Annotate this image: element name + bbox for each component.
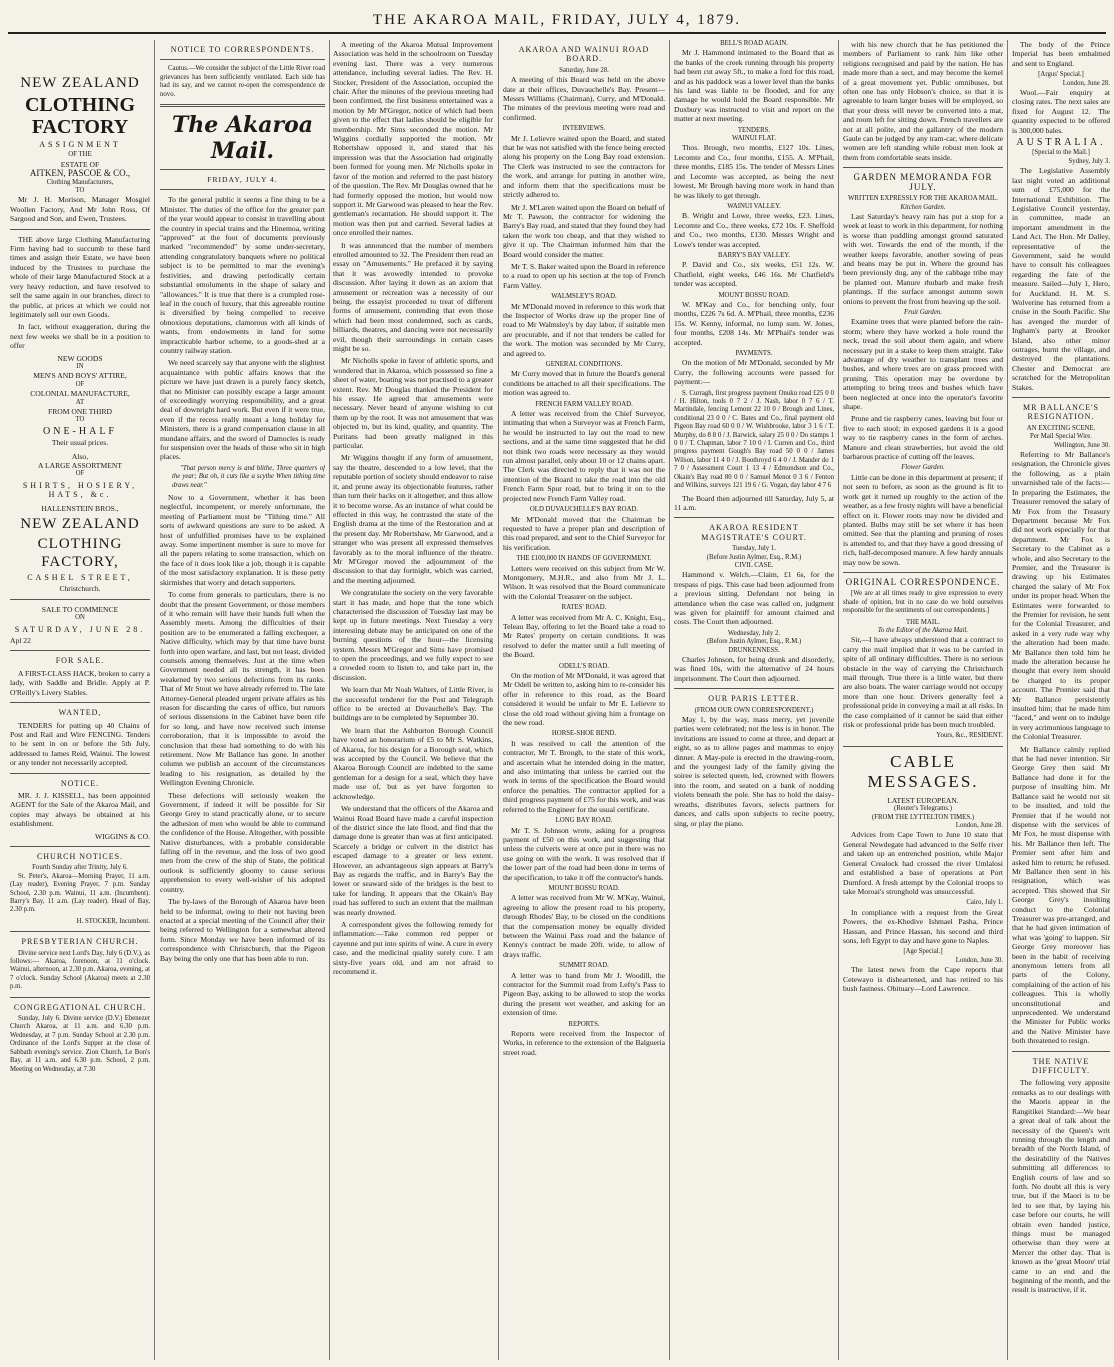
divider [674, 688, 834, 689]
subheading: WAINUI FLAT. [731, 135, 777, 143]
ad-text: NEW GOODS [57, 353, 103, 363]
column-divider [838, 40, 839, 1360]
article-text: Reports were received from the Inspector of Works, in reference to the extension of the Balgueria street road. [503, 1029, 665, 1057]
dateline: Wellington, June 30. [1053, 441, 1110, 449]
section-heading: PRESBYTERIAN CHURCH. [21, 937, 139, 947]
subheading: LATEST EUROPEAN. [887, 795, 959, 805]
dateline: London, June 28. [1062, 79, 1110, 87]
article-text: We congratulate the society on the very favorable start it has made, and hope that the tone which characterised the discussion of Tuesday last may be kept up in future meetings. Next Tuesday a very interesting debate may be anticipated on one of the burning questions of the hour—the licensing system. Messrs M'Gregor and Sims have promised to open the proceedings, and we fully expect to see a crowded room to listen to, and take part in, the discussion. [333, 588, 493, 682]
ad-text: A FIRST-CLASS HACK, broken to carry a lady, with Saddle and Bridle. Apply at P. O'Reilly's Livery Stables. [10, 668, 150, 697]
column-divider [329, 40, 330, 1360]
column-divider [1007, 40, 1008, 1360]
article-text: The following very apposite remarks as to our dealings with the Maoris appear in the Rangitikei Standard:—We hear a great deal of talk about the necessity of the Queen's writ running through the length and breadth of the North Island, of the desirability of the Natives submitting all differences to English courts of law and so forth. No doubt all this is very true, but if the Maori is to be led to see that, by laying his case before our courts, he will obtain even handed justice, things must be managed otherwise than they were at Mercer the other day. That is known as the 'great Moore' trial came to an end and the beginning of the month, and the result is instructive, if it. [1012, 1078, 1110, 1295]
article-text: We learn that Mr Noah Walters, of Little River, is the successful tenderer for the Post and Telegraph office to be erected at Duvauchelle's Bay. The buildings are to be completed by September 30. [333, 685, 493, 723]
section-heading: CHURCH NOTICES. [36, 851, 124, 861]
ad-text: IN [76, 362, 84, 370]
divider [160, 104, 325, 107]
section-heading: WANTED, [58, 708, 102, 718]
subheading: TENDERS. [737, 126, 771, 134]
column-divider [669, 40, 670, 1360]
ad-text: SALE TO COMMENCE [41, 604, 119, 614]
subheading: (Reuter's Telegrams.) [894, 805, 952, 813]
ad-heading-nz: NEW ZEALAND [20, 516, 140, 533]
divider [674, 517, 834, 518]
ad-text: TO [75, 187, 85, 195]
ad-text: ON [75, 614, 85, 622]
divider [10, 650, 150, 651]
article-text: W. M'Kay and Co., for benching only, four months, £226 7s 6d. A. M'Phail, three months, £236 15s. W. Kenny, informal, no lump sum. W. Jones, four months, £208 14s. Mr M'Phail's tender was accepted. [674, 299, 834, 347]
subheading: FRENCH FARM VALLEY ROAD. [535, 400, 633, 408]
section-heading: AKAROA RESIDENT MAGISTRATE'S COURT. [701, 523, 807, 542]
subheading: REPORTS. [568, 1020, 600, 1028]
subheading: DRUNKENNESS. [728, 646, 780, 654]
article-text: A meeting of the Akaroa Mutual Improvement Association was held in the schoolroom on Tuesday evening last. There was a very numerous attendance, including several ladies. The Rev. H. Stocker, President of the Association, occupied the chair. After the minutes of the previous meeting had been confirmed, the first business entertained was a motion by Mr M'Gregor, notice of which had been given to the effect that ladies should be eligible for membership. Mr Sims seconded the motion. Mr Wiggins cordially supported the motion. Mr Robertshaw opposed it, and stated that his impression was that the Association had originally been formed for young men. Mr Nicholls spoke in favor of the motion and referred to the past history of the question. The Rev. Mr Douglas owned that he had formerly opposed the motion, but would now support it. Mr Garwood was pleased to hear the Rev. gentleman's recantation. He should support it. The motion was then put and carried. Several ladies at once enrolled their names. [333, 40, 493, 238]
subheading: (FROM THE LYTTELTON TIMES.) [871, 813, 975, 821]
section-heading: AUSTRALIA. [1016, 137, 1106, 149]
subheading: Fruit Garden. [904, 308, 942, 316]
article-text: Letters were received on this subject from Mr W. Montgomery, M.H.R., and also from Mr J. L. Wilson. It was resolved that the Board communicate with the Colonial Treasurer on the subject. [503, 563, 665, 601]
subheading: [Special to the Mail.] [1032, 149, 1090, 157]
column-5-tenders-court [674, 40, 834, 1360]
subheading: THE £100,000 IN HANDS OF GOVERNMENT. [516, 555, 652, 563]
ad-text: FROM ONE THIRD [48, 406, 112, 416]
section-heading: NOTICE. [60, 778, 100, 788]
section-heading: FOR SALE. [55, 656, 105, 666]
divider [160, 169, 325, 170]
subheading: WRITTEN EXPRESSLY FOR THE AKAROA MAIL. [848, 195, 998, 203]
article-text: Mr Curry moved that in future the Board's general conditions be attached to all their specifications. The motion was agreed to. [503, 369, 665, 398]
dateline: (Before Justin Aylmer, Esq., R.M.) [706, 638, 802, 646]
ad-text: TENDERS for putting up 40 Chains of Post and Rail and Wire FENCING. Tenders to be sent in on or before the 5th July, addressed to James Reid, Wainui. The lowest or any tender not necessarily accepted. [10, 720, 150, 768]
column-divider [154, 40, 155, 1360]
subheading: RATES' ROAD. [561, 604, 607, 612]
ad-text: Also, [71, 451, 89, 461]
ad-text: Clothing Manufacturers, [46, 178, 114, 186]
quotation: "That person mercy is and blithe, Three quarters of the year; But oh, it cuts like a scythe When tithing time draws near." [172, 464, 325, 489]
article-text: Wool.—Fair enquiry at closing rates. The next sales are fixed for August 12. The quantity expected to be offered is 300,000 bales. [1012, 88, 1110, 135]
column-6-garden-cable [843, 40, 1003, 1360]
ad-text: A LARGE ASSORTMENT [38, 461, 122, 470]
article-text: May 1, by the way, mass merry, yet juvenile parties were celebrated; not the less is in honor. The invitations are issued to come at three, and depart at eight, so as to allow pages and mammas to enjoy dinner. A May-pole is erected in the drawing-room, and the youngest lady of the family giving the soiree is selected queen, led, crowned with flowers into the room, and seated on a bank of nodding violets beneath the pole. She has to hold the daisy-wreaths, distributes favors, selects partners for dances, and calls upon subjects to recite poetry, sing, or play the piano. [674, 715, 834, 828]
ad-text: ESTATE OF [60, 159, 100, 169]
subheading: CIVIL CASE. [734, 561, 774, 569]
accounts-list: S. Curragh, first progress payment Onuku road £25 0 0 / H. Hilton, tools 0 7 2 / J. Nash, labor 0 7 6 / T. Martindale, fencing Lemont 22 10 0 / Brough and Lines, conditional 23 0 0 / C. Bates and Co., final payment old Pigeon Bay road 60 0 0 / W. Wishbrooke, labor 3 1 6 / T. Murphy, do 8 8 0 / J. Barwick, salary 25 0 0 / Do stamps 1 0 0 / T. Chapman, labor 7 10 0 / I. Curren and Co., third progress payment Gough's Bay road 50 0 0 / James Wilson, labor 11 4 0 / J. Boothroyd 6 4 0 / J. Mander do 1 7 0 / Assessment Court 1 13 4 / Edmondson and Co., Okain's Bay road 80 0 0 / Samuel Menot 0 3 6 / Fenton and Wilkins, surveys 121 19 6 / G. Vogan, day labor 4 7 6 [674, 389, 834, 490]
ad-text: TO [75, 416, 85, 424]
ad-text: H. STOCKER, Incumbent. [76, 917, 150, 925]
column-2-editorial [160, 40, 325, 1360]
subheading: HORSE-SHOE BEND. [551, 730, 617, 738]
ad-text: Apl 22 [10, 636, 31, 646]
article-text: Mr M'Donald moved in reference to this work that the Inspector of Works draw up the proper line of road to Mr Walmsley's by day labor, if suitable men are procurable, and if not that tenders be called for the work. The motion was seconded by Mr Curry, and agreed to. [503, 301, 665, 358]
divider [10, 773, 150, 774]
ad-heading-nz: NEW ZEALAND [20, 75, 140, 91]
column-4-road-board [503, 40, 665, 1360]
column-1-advertisements [10, 40, 150, 1360]
ad-text: In fact, without exaggeration, during the next few weeks we shall be in a position to offer [10, 322, 150, 351]
article-text: Little can be done in this department at present; if not seen to before, as soon as the ground is fit to work get it turned up roughly to the action of the weather, as a few frosty nights will have a beneficial effect on it. Flower roots may now be divided and planted. Bulbs may still be set where it has been omitted. See that the planting and pruning of roses is attended to, and that they have a good dressing of rich, half-decomposed manure. A few hardy annuals may now be sown. [843, 472, 1003, 567]
ad-text: CASHEL STREET, [27, 573, 133, 583]
ad-heading-factory: CLOTHING FACTORY, [37, 536, 123, 571]
subheading: LONG BAY ROAD. [555, 817, 613, 825]
article-text: P. David and Co., six weeks, £51 12s. W. Chatfield, eight weeks, £46 16s. Mr Chatfield's tender was accepted. [674, 260, 834, 289]
article-text: We need scarcely say that anyone with the slightest acquaintance with public affairs knows that the picture we have just drawn is a purely fancy sketch, that no Minister can possibly escape a large amount of exceedingly worrying responsibility, and a great deal of downright hard work. But even if it were true, even if the recess really meant a long holiday for Ministers, there is a grand compensation clause in all mundane affairs, and the sword of Damocles is ready for suspension over the heads of those who sit in high places. [160, 358, 325, 462]
subheading: BELL'S ROAD AGAIN. [720, 40, 788, 47]
masthead-rule [8, 32, 1106, 34]
subheading: INTERVIEWS. [562, 125, 606, 133]
subheading: Flower Garden. [901, 464, 945, 472]
divider [160, 59, 325, 60]
signature: Yours, &c., RESIDENT. [936, 732, 1003, 740]
section-heading: CABLE MESSAGES. [867, 751, 979, 791]
dateline: Sydney, July 3. [1068, 157, 1110, 165]
article-text: In compliance with a request from the Great Powers, the ex-Khedive Ishmael Pasha, Prince Hassan, and Prince Hassan, his second and third sons, left Egypt to day and have gone to Naples. [843, 907, 1003, 945]
article-text: Last Saturday's heavy rain has put a stop for a week at least to work in this department, for nothing is worse than puddling amongst ground saturated with wet. Towards the end of the month, if the weather keeps favorable, another sowing of peas and beans may be put in. Where the ground has been previously dug, any of the cabbage tribe may be planted out. Manure rhubarb and make fresh plantings. If the surface amongst autumn sown onions to prevent the frost from heaving up the soil. [843, 211, 1003, 306]
subheading: BARRY'S BAY VALLEY. [718, 251, 790, 259]
article-text: A letter was received from Mr A. C. Knight, Esq., Teleau Bay, offering to let the Board take a road to Mr Rates' property on certain conditions. It was resolved to defer the matter until a full meeting of the Board. [503, 612, 665, 660]
ad-text: MEN'S AND BOYS' ATTIRE, [33, 371, 127, 381]
article-text: Cautus.—We consider the subject of the Little River road grievances has been sufficiently ventilated. Each side has had its say, and we cannot re-open the correspondence de novo. [160, 65, 325, 98]
subheading: ODELL'S ROAD. [559, 662, 609, 670]
article-text: Mr J. M'Laren waited upon the Board on behalf of Mr T. Pawson, the contractor for widening the Barry's Bay road, and stated that they found they had taken the work too cheap, and that they wished to give it up. The Chairman informed him that the Board would consider the matter. [503, 202, 665, 259]
ad-text: Their usual prices. [51, 438, 109, 448]
article-text: A letter was received from Mr W. M'Kay, Wainui, agreeing to allow the present road to his property, through Rhodes' Bay, to be closed on the conditions that the compensation money be equally divided between the Wainui Pass road and the balance of Kenny's contract be made 20ft. wide, to allow of drays traffic. [503, 893, 665, 959]
ad-text: OF [75, 380, 85, 388]
ad-text: COLONIAL MANUFACTURE, [30, 389, 130, 399]
article-text: Mr M'Donald moved that the Chairman be requested to have a proper plan and description of this road prepared, and sent to the Chief Surveyor for his verification. [503, 514, 665, 552]
column-7-telegrams [1012, 40, 1110, 1360]
dateline: Wednesday, July 2. [727, 629, 781, 637]
article-text: Now to a Government, whether it has been neglectful, incompetent, or merely unfortunate, the meeting of Parliament must be "Tithing time." All sorts of awkward questions are sure to be asked. A host of unfulfilled promises have to be explained away. Some impertinent member is sure to move for all the papers relating to some transaction, which on the face of it does look like a job, though it is capable of the most satisfactory explanation. It is these petty skirmishes that worry and detach supporters. [160, 493, 325, 587]
ad-text: Christchurch. [59, 584, 101, 594]
article-text: A meeting of this Board was held on the above date at their offices, Duvauchelle's Bay. Present—Messrs Williams (Chairman), Curry, and M'Donald. The minutes of the previous meeting were read and confirmed. [503, 75, 665, 122]
article-text: These defections will seriously weaken the Government, if indeed it will be possible for Sir George Grey to stand practically alone, or to secure the adhesion of men who would be able to command the confidence of the House. Altogether, with possible Native disturbances, with a probable considerable falling off in the revenue, and the loss of two good men from the crew of the ship of State, the political outlook is sufficiently gloomy to cause serious apprehension to every well-wisher of his adopted country. [160, 790, 325, 894]
subheading: PAYMENTS. [735, 350, 773, 357]
section-heading: GARDEN MEMORANDA FOR JULY. [853, 172, 993, 192]
ad-text: Divine service next Lord's Day, July 6 (D.V.), as follows:— Akaroa, forenoon, at 11 o'clock. Wainui, afternoon, at 2.30 p.m. Akaroa, evening, at 7 o'clock. Sunday School (Akaroa) meets at 2.30 p.m. [10, 949, 150, 991]
article-text: A letter was to hand from Mr J. Woodill, the contractor for the Summit road from Lefty's Pass to Pigeon Bay, asking to be allowed to stop the works during the present wet weather, and asking for an extension of time. [503, 970, 665, 1018]
section-heading: THE NATIVE DIFFICULTY. [1032, 1056, 1090, 1076]
ad-text: OF THE [68, 151, 92, 159]
article-text: To come from generals to particulars, there is no doubt that the present Government, or those members of it who remain will have their hands full when the Assembly meets. Among the difficulties of their position are to be enumerated a falling exchequer, a Native difficulty, which may by that time have burst forth into open warfare, and last, but not least, divided counsels among themselves. Just at the time when Government needed all its strength, it has been weakened by two serious defections from its ranks. That of Mr Stout we have already referred to. The late Attorney-General pleaded urgent private affairs as his reason for discarding the cares of office, but rumors of serious dissensions in the Cabinet have been rife for so long, and have now received such intense corroboration, that it is impossible to avoid the conclusion that these had something to do with his retirement. Now Mr Ballance has gone. In another column we publish an account of the circumstances leading to his resignation, as detailed by the Wellington Evening Chronicle. [160, 590, 325, 788]
dateline: Tuesday, July 1. [732, 545, 776, 553]
article-text: It was announced that the number of members enrolled amounted to 32. The President then read an essay on "Amusements." He prefaced it by saying that it was avowedly intended to provoke discussion. After laying it down as an axiom that amusement or recreation was a necessity of our being, the essayist proceeded to treat of different forms of amusement, contending that even those which had been most condemned, such as cards, billiards, theatres, and dancing were not necessarily evil, though their surroundings in certain cases might be so. [333, 240, 493, 353]
ad-text: SHIRTS, HOSIERY, HATS, &c. [22, 480, 138, 500]
article-text: A correspondent gives the following remedy for inflammation:—Take common red pepper or cayenne and put into spirits of wine. A cure in every case, and the medicinal quality surely cure. I am sixty-five years old, and am not afraid to recommend it. [333, 919, 493, 976]
ad-text: SATURDAY, JUNE 28. [14, 624, 146, 634]
article-text: Prune and tie raspberry canes, leaving but four or five to each stool; in exposed gardens it is a good way to tie raspberry canes in the form of arches. Manure and clean strawberries, but avoid the old barbarous practice of cutting off the leaves. [843, 414, 1003, 462]
dateline: Cairo, July 1. [966, 899, 1003, 907]
article-text: Mr Wiggins thought if any form of amusement, say the theatre, descended to a low level, that the reputable portion of society should endeavor to raise it, and prune away its objectionable features, rather than turn their backs on it altogether, and thus allow it to become worse. As an instance of what could be effected in this way, he contrasted the state of the English drama at the time of the Restoration and at the present day. Mr Robertshaw, Mr Garwood, and a stranger who was present all expressed themselves favorably as to the moral influence of the theatre. Mr M'Gregor moved the adjournment of the discussion to that day fortnight, which was carried, and the meeting adjourned. [333, 453, 493, 585]
subheading: MOUNT BOSSU ROAD. [718, 291, 790, 299]
subheading: MOUNT BOSSU ROAD. [548, 884, 620, 892]
ad-text: AT [75, 398, 85, 406]
subheading: WAINUI VALLEY. [727, 202, 781, 210]
subheading: To the Editor of the Akaroa Mail. [877, 626, 969, 634]
ad-heading-factory: CLOTHING FACTORY [24, 94, 136, 138]
ad-text: MR. J. J. KISSELL, has been appointed AGENT for the Sale of the Akaroa Mail, and copies may always be obtained at his establishment. [10, 790, 150, 829]
dateline: Saturday, June 28. [559, 66, 609, 74]
article-text: Charles Johnson, for being drunk and disorderly, was fined 10s, with the alternative of 24 hours imprisonment. The Court then adjourned. [674, 655, 834, 683]
subheading: SUMMIT ROAD. [559, 962, 609, 970]
column-divider [498, 40, 499, 1360]
dateline: London, June 30. [955, 956, 1003, 964]
divider [10, 846, 150, 847]
subheading: [Age Special.] [903, 948, 943, 956]
dateline: London, June 28. [955, 822, 1003, 830]
ad-text: THE above large Clothing Manufacturing Firm having had to succumb to these hard times and assign their Estate, we have been induced by the Trustees to purchase the whole of their large Manufactured Stock at a very heavy reduction, and have resolved to sell the same again in our branches, direct to the public, at prices at which we could not legitimately sell our own Goods. [10, 234, 150, 319]
ad-text: OF [75, 470, 85, 478]
article-text: Mr J. Hammond intimated to the Board that as the banks of the creek running through his property had been cut away 5ft., to make a ford for this road, and as his paddock was a lower level than the banks his land was liable to be flooded, and for any damage he would hold the Board responsible. Mr Duxbury was instructed to visit and report on the matter at next meeting. [674, 48, 834, 124]
article-text: Mr Ballance calmly replied that he had never intention. Sir George Grey then said Mr Ballance had done it for the purpose of insulting him. Mr Ballance said he would not sit to be insulted, and told the Premier that if he would not dispense with the services of Mr Fox, he must dispense with his. Mr Ballance then left. The Premier sent after him and asked him to return; he refused. Mr Ballance then sent in his resignation, which was accepted. This showed that Sir George Grey's insulting conduct to the Colonial Treasurer was pre-arranged, and that he had given intimation of what was 'going' to happen. Sir George Grey moreover has been in the habit of receiving anonymous letters from all parts of the Colony, complaining of the action of his colleagues. This is wholly unconstitutional and unprecedented. We understand the Minister for Public works and the Native Minister have both threatened to resign. [1012, 744, 1110, 1046]
article-text: A letter was received from the Chief Surveyor, intimating that when a Surveyor was at French Farm, he would be instructed to lay out the road to new sections, and at the same time suggested that he did not think two roads were necessary as they would run almost parallel, only about 10 or 12 chains apart. The Clerk was directed to reply that it was not the intention of the Board to take the road into the old French Farm Spur road, but to bring it on to the projected new French Farm Valley road. [503, 409, 665, 503]
divider [1012, 1051, 1110, 1052]
section-heading: CONGREGATIONAL CHURCH. [13, 1002, 147, 1012]
article-text: We understand that the officers of the Akaroa and Wainui Road Board have made a careful inspection of the district since the late flood, and find that the damage done is greater than was at first anticipated. Scarcely a bridge or culvert in the district has escaped damage to a greater or less extent. However, an advantageous sign appears at Barry's Bay as regards the traffic, and in Barry's Bay the lower or seaward side of the bridges is the best to take for landing. It appears that the Okain's Bay road has suffered to such an extent that the mailman was nearly drowned. [333, 804, 493, 917]
ad-text: St. Peter's, Akaroa—Morning Prayer, 11 a.m. (Lay reader), Evening Prayer, 7 p.m. Sunday School, 2.30 p.m. Wainui, 11 a.m. (Incumbent). Barry's Bay, 11 a.m. (Lay reader). Head of Bay, 2.30 p.m. [10, 872, 150, 914]
ad-text: WIGGINS & CO. [94, 831, 150, 841]
article-text: Advices from Cape Town to June 10 state that General Newdegate had advanced to the Selfe river and taken up an entrenched position, while Major General Crealock had crossed the river Umlalosi and established a base of operations at Port Durnford. A fresh attempt by the Colonial troops to take Moroai's stronghold was unsuccessful. [843, 830, 1003, 896]
subheading: [Argus' Special.] [1038, 71, 1084, 79]
article-text: To the general public it seems a fine thing to be a Minister. The duties of the office for the greater part of the year would appear to consist in travelling about the country in special trains and the Hinemoa, writing "approved" at the foot of documents previously marked "recommended" by some under-secretary, attending congratulatory banquets where no political subject is to be permitted to mar the evening's festivities, and drawing periodically certain substantial emoluments in the shape of salary and "allowances." It is true that there is a crumpled rose-leaf in the couch of luxury, that this agreeable routine is diversified by being compelled to receive obnoxious deputations, clamorous with all kinds of wants, from endowments in land for some impracticable harbor scheme, to a goods-shed at a country railway station. [160, 195, 325, 355]
ad-text: ASSIGNMENT [39, 140, 121, 149]
article-text: The by-laws of the Borough of Akaroa have been held to be informal, owing to their not having been enacted at a special meeting of the Council after their being referred to Wellington for a somewhat altered form. Since Monday we have been informed of its correspondence with Christchurch, that the Pigeon Bay being the only one that has been able to run. [160, 897, 325, 963]
divider [843, 572, 1003, 573]
subheading: OLD DUVAUCHELLE'S BAY ROAD. [529, 506, 639, 514]
column-3-local-news [333, 40, 493, 1360]
article-text: On the motion of Mr M'Donald, seconded by Mr Curry, the following accounts were passed for payment:— [674, 358, 834, 387]
article-text: Sir,—I have always understood that a contract to carry the mail implied that it was to be carried in spite of all ordinary difficulties. There is no serious obstacle in the way of carrying the Christchurch mail through. True there is a little water, but there are also boats. The water carriage would not occupy more than one hour. Drivers generally feel a professional pride in conveying a mail at all risks. In the case complained of it cannot be said that either risk or professional pride has been much troubled. [843, 635, 1003, 730]
section-heading: MR BALLANCE'S RESIGNATION. [1022, 403, 1099, 422]
article-text: We learn that the Ashburton Borough Council have voted an honorarium of £5 to Mr S. Watkins, of Akaroa, for his design for a Borough seal, which was accepted by the Council. We believe that the Akaroa Borough Council are indebted to the same gentleman for a design for a seal, which they have made use of, but as yet have forgotten to acknowledge. [333, 725, 493, 801]
section-heading: AKAROA AND WAINUI ROAD BOARD. [518, 45, 650, 64]
subheading: Per Mail Special Wire. [1030, 433, 1092, 441]
subheading: WALMSLEY'S ROAD. [551, 293, 617, 301]
article-text: Thos. Brough, two months, £127 10s. Lines, Lecomte and Co., four months, £155. A. M'Phail, three months, £185 15s. The tender of Messrs Lines and Lecomte was accepted, as being the next lowest, Mr Brough having more work in hand than he was likely to get through. [674, 143, 834, 200]
article-text: Mr Nicholls spoke in favor of athletic sports, and wondered that in Akaroa, which possessed so fine a sheet of water, boating was not practised to a greater extent. Rev. Mr Douglas thanked the President for his essay. He agreed that amusements were necessary. Never heard of anyone wishing to cut them up by the root. It was not amusement that was objected to, but its kind, quality, and quantity. The Puritans had been greatly maligned in this particular. [333, 356, 493, 451]
article-text: Mr T. S. Johnson wrote, asking for a progress payment of £50 on this work, and suggesting that unless the culverts were at once put in there was no use going on with the work. It was resolved that if the lower part of the road had been done in terms of the specification, to take it off the contractor's hands. [503, 825, 665, 882]
article-text: The Legislative Assembly last night voted an additional sum of £75,000 for the International Exhibition. The Legislative Council yesterday, in committee, made an important amendment in the Land Act. The Hon. Mr Dalley, representative of the Government, said he would have to consult his colleagues regarding the fate of the measure. Sailed—July 1, Hero, for Auckland. H. M. S. Wolverine has returned from a cruise in the South Pacific. She has avenged the murder of Ingham's party at Brooker Island, also other minor outrages, burnt the village, and destroyed the plantations. Chester and Democrat are scratched for the Metropolitan Stakes. [1012, 166, 1110, 392]
article-text: It was resolved to call the attention of the contractor, Mr T. Brough, to the state of this work, and ascertain what he intended doing in the matter, and also intimating that unless he carried out the work in terms of the specification the Board would enforce the penalties. The contractor applied for a third progress payment of £75 for this work, and was referred to the Engineer for the usual certificate. [503, 738, 665, 814]
article-text: Hammond v. Welch.—Claim, £1 6s, for the trespass of pigs. This case had been adjourned from a previous sitting. Defendant not being in attendance when the case was called on, judgment was given for plaintiff for amount claimed and costs. The Court then adjourned. [674, 570, 834, 627]
section-heading: OUR PARIS LETTER. [708, 694, 800, 704]
ad-text: Sunday, July 6. Divine service (D.V.) Ebenezer Church Akaroa, at 11 a.m. and 6.30 p.m. Wednesday, at 7 p.m. Sunday School at 2.30 p.m. Ordinance of the Lord's Supper at the close of Sabbath evening's service. Zion Church, Le Bon's Bay, at 11 a.m. and 6.30 p.m. School, 2 p.m. Meeting on Wednesday, at 7.30 [10, 1015, 150, 1073]
dateline: (Before Justin Aylmer, Esq., R.M.) [706, 553, 802, 561]
section-heading: NOTICE TO CORRESPONDENTS. [170, 45, 315, 54]
divider [10, 997, 150, 998]
divider [10, 229, 150, 230]
divider [1012, 397, 1110, 398]
subheading: THE MAIL. [906, 618, 940, 626]
ad-text: Mr J. H. Morison, Manager Mosgiel Woollen Factory, And Mr John Ross, Of Sargood and Son, and Ewen, Trustees. [10, 195, 150, 224]
divider [160, 189, 325, 190]
article-text: B. Wright and Lowe, three weeks, £23. Lines, Lecomte and Co., three weeks, £72 10s. F. Sheffold and Co., two months, £130. Messrs Wright and Lowe's tender was accepted. [674, 211, 834, 249]
divider [843, 746, 1003, 747]
subheading: AN EXCITING SCENE. [1026, 424, 1096, 432]
divider [10, 702, 150, 703]
divider [10, 599, 150, 600]
article-text: with his new church that he has petitioned the members of Parliament to rank him like other religions recognised and paid by the nation. He has made more than a sect, and may become the kernel of a great movement yet. Public omnibuses, but often one has only Hobson's choice, so that it is agreeable to learn larger buses will be employed, so that your dress will never be converted into a mat, and room left for sitting down. French travellers are not at all polite, and the gallantry of the modern Gaule can be judged by any tram-car, where delicate women are left standing while robust men look at them from comfortable seats inside. [843, 40, 1003, 162]
article-text: The latest news from the Cape reports that Cetewayo is disheartened, and has retired to his bush fastness. Obituary—Lord Lawrence. [843, 965, 1003, 993]
subheading: (FROM OUR OWN CORRESPONDENT.) [694, 706, 814, 714]
masthead [0, 0, 1114, 34]
dateline: FRIDAY, JULY 4. [207, 175, 278, 185]
article-text: The Board then adjourned till Saturday, July 5, at 11 a.m. [674, 493, 834, 512]
subheading: GENERAL CONDITIONS. [545, 361, 623, 368]
page-title: THE AKAROA MAIL, FRIDAY, JULY 4, 1879. [372, 12, 742, 28]
article-text: Referring to Mr Ballance's resignation, the Chronicle gives the following, as a plain unvarnished tale of the facts:—In preparing the Estimates, the Treasurer removed the salary of Mr Fox from the Treasury Department because Mr Fox did not work especially for that department. Mr Fox is Secretary to the Cabinet as a whole, and also Secretary to the Premier, and the Treasurer is drawing up his Estimates charged the salary of Mr Fox under its proper head. When the Estimates were forwarded to the Premier for revision, he sent for the Colonial Treasurer, and asked in a very rude way why the alteration had been made. Mr Ballance then told him he made the alteration because he thought that every item should be charged to its proper account. The Premier said that Mr Ballance persistently insulted him; that he made him "faced," and went on to indulge in very acrimonious language to the Colonial Treasurer. [1012, 450, 1110, 742]
ad-text: AITKEN, PASCOE & CO., [29, 168, 131, 179]
article-text: Mr J. Lelievre waited upon the Board, and stated that he was not satisfied with the fence being erected along his property on the Long Bay road extension. The Clerk was instructed to see the contractors for the work, and arrange for putting in another wire, and inform them that the specifications must be strictly adhered to. [503, 133, 665, 200]
article-text: On the motion of Mr M'Donald, it was agreed that Mr Odell be written to, asking him to re-consider his offer in reference to this road, as the Board considered it would be unfair to Mr E. Lelievre to close the old road without giving him a frontage on the new road. [503, 671, 665, 728]
ad-text: Fourth Sunday after Trinity, July 6. [32, 864, 128, 872]
ad-text: HALLENSTEIN BROS., [41, 503, 119, 513]
article-text: The body of the Prince Imperial has been embalmed and sent to England. [1012, 40, 1110, 68]
article-text: Mr T. S. Baker waited upon the Board in reference to a road to open up his section at the top of French Farm Valley. [503, 261, 665, 290]
divider [843, 167, 1003, 168]
nameplate: The Akaroa Mail. [171, 112, 314, 165]
article-text: Examine trees that were planted before the rain-storm; where they have worked a hole round the neck, tread the soil about them again, and where necessary put in a stake to keep them straight. Take advantage of dry weather to transplant trees and bushes, and where trees are on grass proceed with pruning. This operation may be overdone by attempting to bring trees and bushes which have been neglected at once into the operator's favorite shape. [843, 317, 1003, 412]
divider [10, 931, 150, 932]
subheading: Kitchen Garden. [900, 203, 946, 211]
ad-text: ONE-HALF [43, 425, 117, 437]
section-heading: ORIGINAL CORRESPONDENCE. [845, 576, 1001, 587]
article-text: [We are at all times ready to give expression to every shade of opinion, but in no case do we hold ourselves responsible for the sentiments of our correspondents.] [843, 590, 1003, 615]
